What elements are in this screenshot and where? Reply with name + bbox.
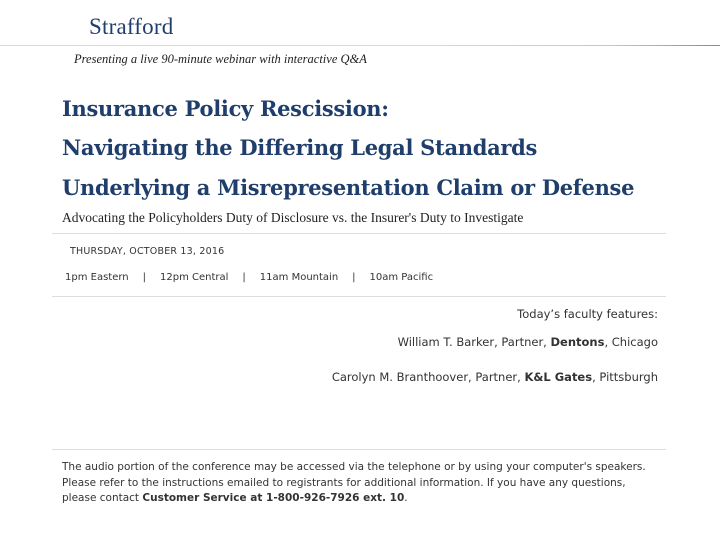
- strafford-logo: Strafford: [89, 14, 174, 39]
- speaker-branthoover: [332, 370, 658, 384]
- subtitle: Advocating the Policyholders Duty of Disclosure vs. the Insurer's Duty to Investigate: [62, 210, 524, 225]
- divider-middle: [52, 296, 666, 297]
- speaker-name-role: William T. Barker, Partner,: [397, 335, 551, 349]
- divider-bottom: [52, 449, 666, 450]
- time-mountain: 11am Mountain: [259, 272, 339, 283]
- divider-top: [52, 233, 666, 234]
- speaker-firm: Dentons: [550, 335, 605, 349]
- header-divider: [0, 45, 720, 46]
- title-line-1: Insurance Policy Rescission:: [62, 96, 389, 121]
- time-eastern: 1pm Eastern: [65, 272, 129, 283]
- speaker-barker: [398, 335, 658, 349]
- title-line-2: Navigating the Differing Legal Standards: [62, 135, 538, 160]
- notice-end: .: [404, 492, 408, 504]
- time-pacific: 10am Pacific: [369, 272, 434, 283]
- time-zones: [65, 272, 433, 283]
- audio-notice: [62, 460, 662, 507]
- speaker-city: , Pittsburgh: [592, 370, 658, 384]
- time-separator: |: [352, 272, 356, 283]
- webinar-tagline: Presenting a live 90-minute webinar with interactive Q&A: [74, 52, 367, 66]
- speaker-city: , Chicago: [604, 335, 658, 349]
- time-central: 12pm Central: [160, 272, 229, 283]
- time-separator: |: [242, 272, 246, 283]
- speaker-firm: K&L Gates: [524, 370, 593, 384]
- speaker-name-role: Carolyn M. Branthoover, Partner,: [331, 370, 525, 384]
- time-separator: |: [142, 272, 147, 283]
- notice-text: The audio portion of the conference may be accessed via the telephone or by using your computer's speakers. Please refer to the instructions emailed to registrants for additional information. If you have any questions, please contact: [62, 461, 646, 504]
- webinar-date: THURSDAY, OCTOBER 13, 2016: [70, 246, 225, 257]
- faculty-heading: Today’s faculty features:: [517, 307, 658, 321]
- title-line-3: Underlying a Misrepresentation Claim or Defense: [62, 175, 635, 200]
- customer-service-contact: Customer Service at 1-800-926-7926 ext. 10: [142, 492, 405, 504]
